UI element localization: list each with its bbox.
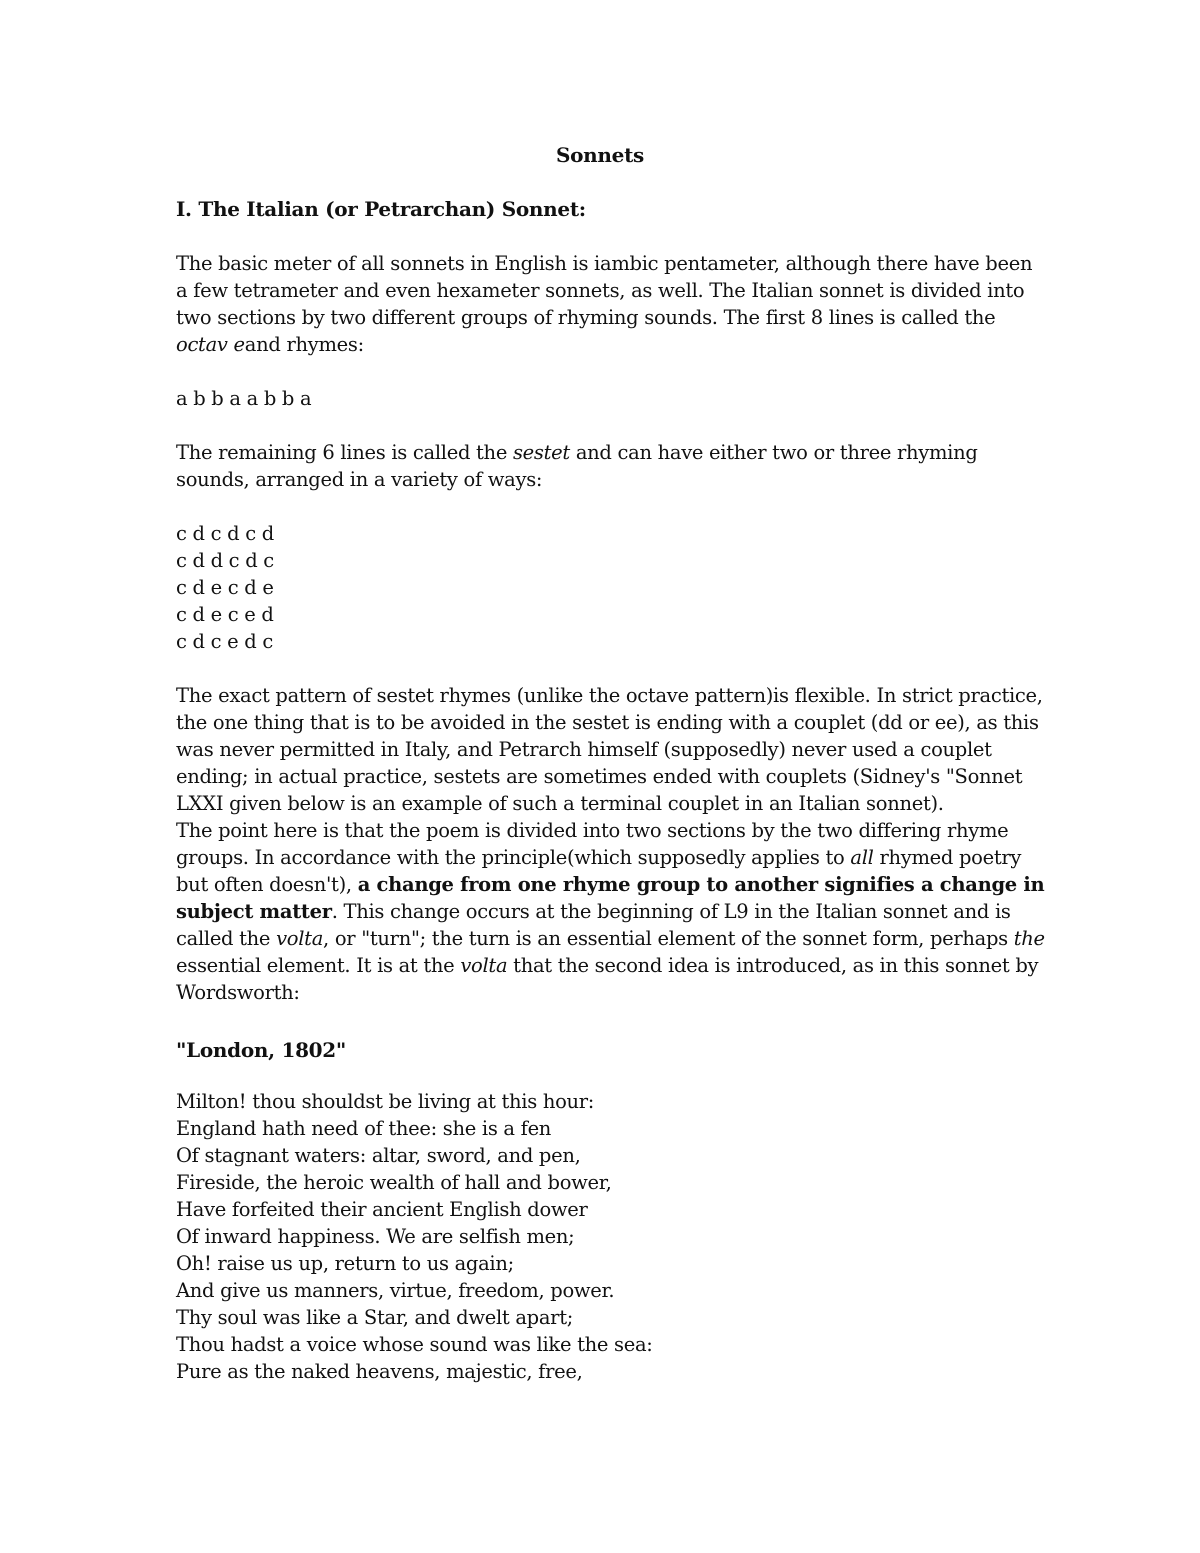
- intro-line: [176, 331, 364, 358]
- sestet-rhyme-scheme: c d e c d e: [176, 576, 274, 599]
- discussion-line: was never permitted in Italy, and Petrarch himself (supposedly) never used a couplet: [176, 738, 992, 761]
- discussion-line: [176, 925, 1045, 952]
- poem-line: Have forfeited their ancient English dower: [176, 1198, 588, 1221]
- sestet-intro-line: [176, 439, 978, 466]
- poem-line: Of inward happiness. We are selfish men;: [176, 1225, 575, 1248]
- sestet-intro-text: The remaining 6 lines is called the: [176, 441, 513, 464]
- discussion-text: groups. In accordance with the principle(which supposedly applies to: [176, 846, 851, 869]
- poem-line: Pure as the naked heavens, majestic, free,: [176, 1360, 583, 1383]
- discussion-text: . This change occurs at the beginning of L9 in the Italian sonnet and is: [331, 900, 1011, 923]
- octave-rhyme-scheme: a b b a a b b a: [176, 387, 312, 410]
- sestet-rhyme-scheme: c d c d c d: [176, 522, 274, 545]
- term-octave: octav e: [176, 333, 245, 356]
- term-sestet: sestet: [512, 441, 570, 464]
- poem-line: Milton! thou shouldst be living at this hour:: [176, 1090, 595, 1113]
- intro-line: The basic meter of all sonnets in English is iambic pentameter, although there have been: [176, 252, 1033, 275]
- discussion-text: essential element. It is at the: [176, 954, 461, 977]
- poem-line: Oh! raise us up, return to us again;: [176, 1252, 514, 1275]
- discussion-text: that the second idea is introduced, as in this sonnet by: [507, 954, 1039, 977]
- emphasis-all: all: [850, 846, 874, 869]
- discussion-line: [176, 898, 1011, 925]
- discussion-line: [176, 871, 1044, 898]
- key-principle: subject matter: [176, 900, 332, 923]
- key-principle: a change from one rhyme group to another signifies a change in: [357, 873, 1045, 896]
- discussion-line: [176, 952, 1038, 979]
- poem-line: England hath need of thee: she is a fen: [176, 1117, 552, 1140]
- discussion-text: rhymed poetry: [873, 846, 1022, 869]
- poem-line: And give us manners, virtue, freedom, power.: [176, 1279, 615, 1302]
- poem-line: Of stagnant waters: altar, sword, and pen,: [176, 1144, 581, 1167]
- intro-line: a few tetrameter and even hexameter sonnets, as well. The Italian sonnet is divided into: [176, 279, 1025, 302]
- poem-line: Thy soul was like a Star, and dwelt apart;: [176, 1306, 574, 1329]
- sestet-intro-text: and can have either two or three rhyming: [569, 441, 978, 464]
- term-volta: volta: [460, 954, 508, 977]
- intro-text: and rhymes:: [244, 333, 364, 356]
- discussion-line: LXXI given below is an example of such a terminal couplet in an Italian sonnet).: [176, 792, 944, 815]
- sestet-rhyme-scheme: c d d c d c: [176, 549, 274, 572]
- discussion-text: called the: [176, 927, 277, 950]
- sestet-rhyme-scheme: c d e c e d: [176, 603, 274, 626]
- page-title: Sonnets: [556, 143, 644, 167]
- discussion-line: The point here is that the poem is divided into two sections by the two differing rhyme: [176, 819, 1009, 842]
- intro-line: two sections by two different groups of rhyming sounds. The first 8 lines is called the: [176, 306, 996, 329]
- sestet-intro-line: sounds, arranged in a variety of ways:: [176, 468, 543, 491]
- discussion-line: [176, 844, 1021, 871]
- discussion-line: The exact pattern of sestet rhymes (unlike the octave pattern)is flexible. In strict practice,: [176, 684, 1043, 707]
- discussion-line: ending; in actual practice, sestets are sometimes ended with couplets (Sidney's "Sonnet: [176, 765, 1023, 788]
- section-heading: I. The Italian (or Petrarchan) Sonnet:: [176, 197, 586, 221]
- discussion-text: but often doesn't),: [176, 873, 358, 896]
- poem-title: "London, 1802": [176, 1038, 347, 1062]
- emphasis-the: the: [1013, 927, 1045, 950]
- discussion-text: , or "turn"; the turn is an essential element of the sonnet form, perhaps: [323, 927, 1014, 950]
- sestet-rhyme-scheme: c d c e d c: [176, 630, 273, 653]
- term-volta: volta: [276, 927, 324, 950]
- discussion-line: the one thing that is to be avoided in the sestet is ending with a couplet (dd or ee), as this: [176, 711, 1039, 734]
- discussion-line: Wordsworth:: [176, 981, 300, 1004]
- poem-line: Fireside, the heroic wealth of hall and bower,: [176, 1171, 612, 1194]
- poem-line: Thou hadst a voice whose sound was like the sea:: [176, 1333, 653, 1356]
